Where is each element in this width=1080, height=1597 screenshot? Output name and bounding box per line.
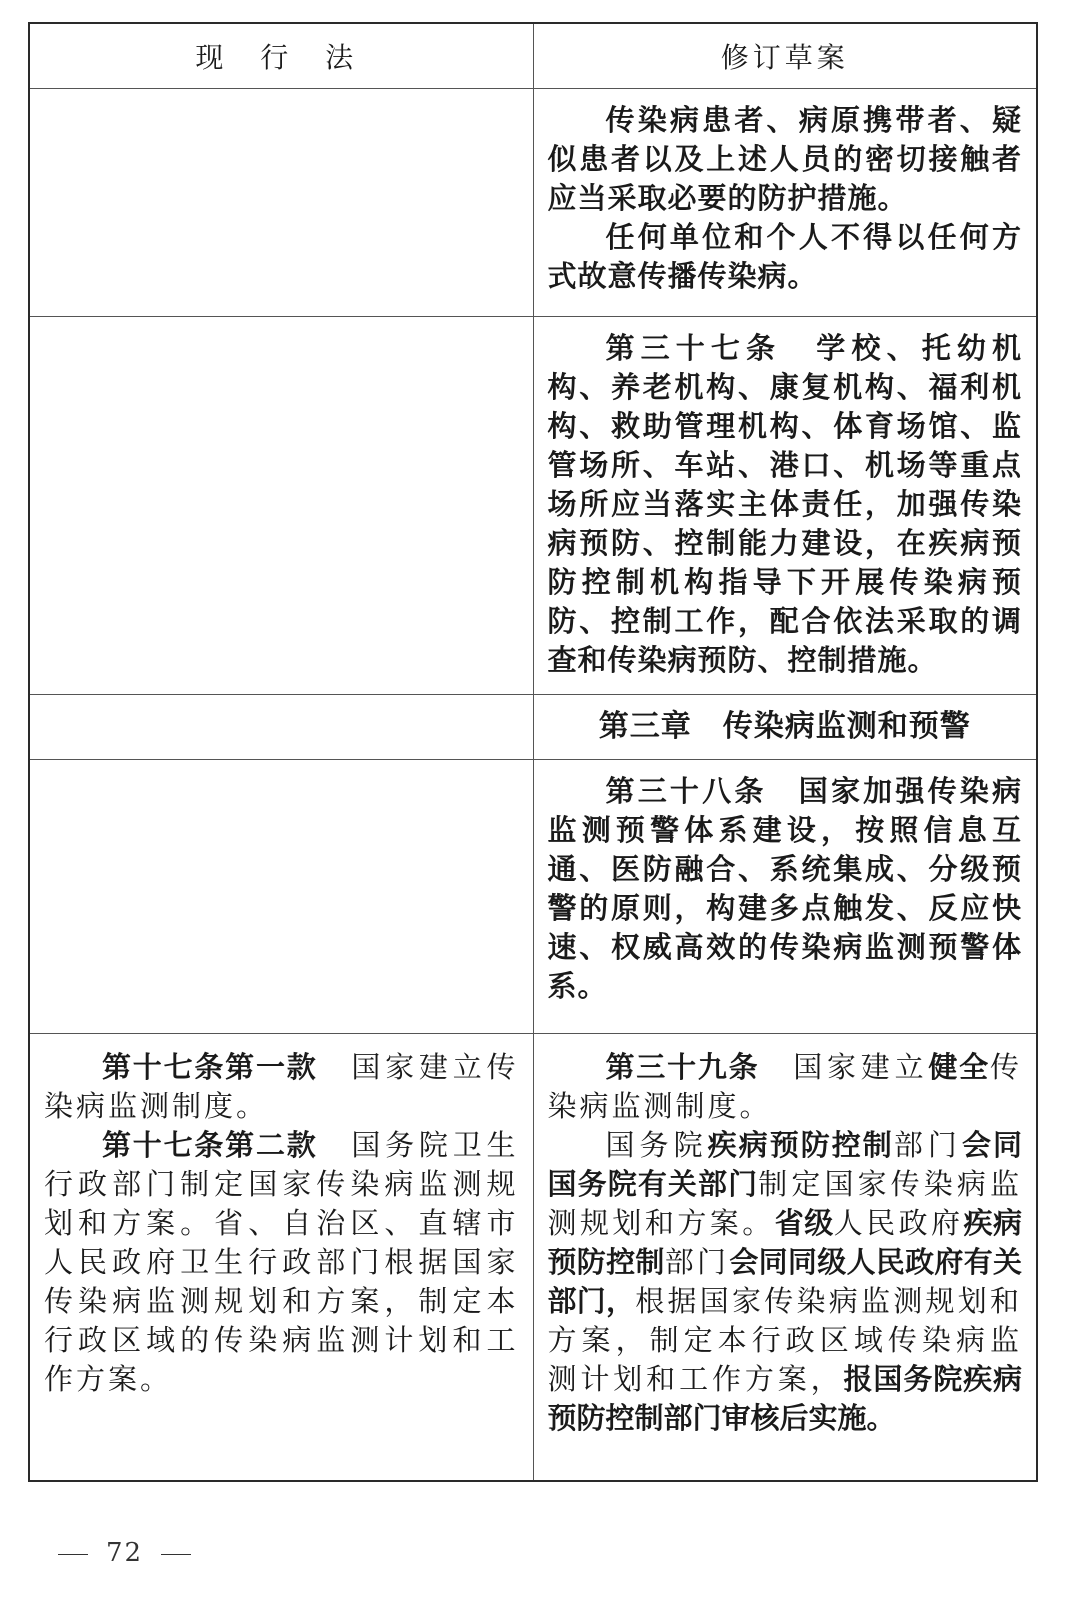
page-number: 72 [106,1538,144,1568]
clause-text: 国家建立传染病监测制度。 [44,1050,519,1123]
left-cell-empty [29,760,533,1034]
footer-dash-right [161,1554,191,1555]
article-38: 第三十八条 国家加强传染病监测预警体系建设，按照信息互通、医防融合、系统集成、分级预警的原则，构建多点触发、反应快速、权威高效的传染病监测预警体系。 [547,774,1022,1003]
text-normal: 部门 [893,1128,962,1162]
table-header-row [29,23,1037,89]
left-paragraph-2 [44,1126,519,1399]
text-revised: 健全 [928,1050,990,1084]
right-paragraph-1 [548,1048,1023,1126]
text-normal: 根据国家传染病监测规划和方案，制定本行政区域传染病监测计划和工作方案， [547,1284,1022,1396]
clause-label: 第十七条第二款 [102,1128,318,1162]
article-label: 第三十九条 [605,1050,760,1084]
text-normal: 制定国家传染病监测规划和方案。 [547,1167,1022,1240]
comparison-table [28,22,1038,1482]
right-cell [533,1034,1037,1481]
text-revised: 疾病预防控制 [707,1128,894,1162]
text-normal: 人民政府 [833,1206,964,1240]
text-normal: 传染病监测制度。 [547,1050,1022,1123]
header-current-law: 现 行 法 [29,23,533,89]
right-cell [533,317,1037,695]
table-row [29,317,1037,695]
right-cell [533,89,1037,317]
text-normal: 国务院 [605,1128,708,1162]
clause-label: 第十七条第一款 [102,1050,318,1084]
left-cell-empty [29,317,533,695]
clause-text: 国务院卫生行政部门制定国家传染病监测规划和方案。省、自治区、直辖市人民政府卫生行政部门根据国家传染病监测规划和方案，制定本行政区域的传染病监测计划和工作方案。 [44,1128,519,1396]
article-37: 第三十七条 学校、托幼机构、养老机构、康复机构、福利机构、救助管理机构、体育场馆、监管场所、车站、港口、机场等重点场所应当落实主体责任，加强传染病预防、控制能力建设，在疾病预防控制机构指导下开展传染病预防、控制工作，配合依法采取的调查和传染病预防、控制措施。 [547,331,1022,677]
table-row [29,1034,1037,1481]
table-row [29,760,1037,1034]
text-revised: 报国务院疾病预防控制部门审核后实施。 [547,1362,1022,1435]
chapter-title: 第三章 传染病监测和预警 [598,709,971,744]
right-cell [533,695,1037,760]
left-cell-empty [29,89,533,317]
right-cell [533,760,1037,1034]
left-paragraph-1 [44,1048,519,1126]
text-revised: 省级 [774,1206,834,1240]
left-cell-empty [29,695,533,760]
text-revised: 会同同级人民政府有关部门， [547,1245,1022,1318]
text-normal: 部门 [664,1245,730,1279]
left-cell [29,1034,533,1481]
table-row [29,89,1037,317]
table-row [29,695,1037,760]
header-revised-draft: 修订草案 [533,23,1037,89]
right-paragraph: 传染病患者、病原携带者、疑似患者以及上述人员的密切接触者应当采取必要的防护措施。 [547,103,1022,215]
text-revised: 会同国务院有关部门 [547,1128,1022,1201]
text-revised: 疾病预防控制 [547,1206,1022,1279]
right-paragraph-2 [548,1126,1023,1438]
comparison-page [28,22,1036,1482]
page-footer [40,1538,209,1568]
right-paragraph: 任何单位和个人不得以任何方式故意传播传染病。 [547,220,1022,293]
text-normal: 国家建立 [759,1050,929,1084]
footer-dash-left [58,1554,88,1555]
